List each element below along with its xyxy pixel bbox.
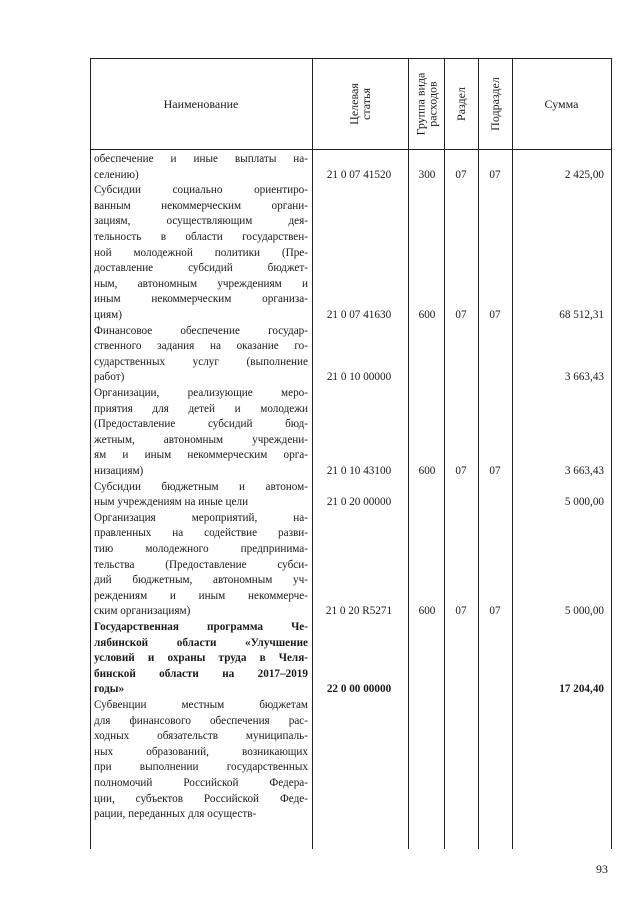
row-code: 21 0 10 43100 <box>326 465 392 477</box>
page-number: 93 <box>596 862 608 876</box>
row-sum: 5 000,00 <box>564 605 604 618</box>
row-name-line: ции, субъектов Российской Феде- <box>94 792 308 805</box>
row-name-line: тию молодежного предпринима- <box>94 542 308 555</box>
header-sum <box>512 59 611 149</box>
row-group: 600 <box>418 309 436 321</box>
row-name-line: ственного задания на оказание го- <box>94 340 308 353</box>
row-name-line: доставление субсидий бюджет- <box>94 262 308 275</box>
row-name <box>94 480 308 511</box>
row-section: 07 <box>455 605 467 618</box>
row-name-line: условий и охраны труда в Челя- <box>94 652 308 665</box>
row-name-line: при выполнении государственных <box>94 761 308 774</box>
row-name-line: Субсидии социально ориентиро- <box>94 184 308 197</box>
row-name-line: ям и иным некоммерческим орга- <box>94 449 308 462</box>
row-name-line: ных образований, возникающих <box>94 745 308 758</box>
row-group: 300 <box>418 168 436 181</box>
row-name-line: тельства (Предоставление субси- <box>94 558 308 571</box>
row-name <box>94 698 308 823</box>
header-group-line2: расходов <box>425 81 439 127</box>
column-divider <box>512 59 513 849</box>
header-group <box>408 59 444 149</box>
row-name-line: сударственных услуг (выполнение <box>94 355 308 368</box>
table-border-right <box>611 59 612 849</box>
column-divider <box>444 59 445 849</box>
row-name-line: Организация мероприятий, на- <box>94 511 308 524</box>
row-name <box>94 324 308 386</box>
header-section-label: Раздел <box>453 87 468 121</box>
row-group: 600 <box>418 605 436 618</box>
row-subsection: 07 <box>489 605 501 618</box>
row-code: 22 0 00 00000 <box>326 683 392 696</box>
row-name-line: селению) <box>94 168 139 181</box>
row-name-line: ной молодежной политики (Пре- <box>94 246 308 259</box>
row-name-line: приятия для детей и молодежи <box>94 402 308 415</box>
column-divider <box>312 59 313 849</box>
header-section <box>444 59 478 149</box>
row-name-line: правленных на содействие разви- <box>94 527 308 540</box>
row-subsection: 07 <box>489 168 501 181</box>
row-code: 21 0 20 00000 <box>326 496 392 509</box>
header-name-label: Наименование <box>163 96 239 111</box>
row-name-line: иным некоммерческим организа- <box>94 293 308 306</box>
row-name <box>94 386 308 480</box>
row-name-line: ходных обязательств муниципаль- <box>94 730 308 743</box>
row-name <box>94 511 308 620</box>
row-name-line: (Предоставление субсидий бюд- <box>94 418 308 431</box>
row-name-line: Субсидии бюджетным и автоном- <box>94 480 308 493</box>
row-name-line: реждениям и иным некоммерче- <box>94 589 308 602</box>
row-name-line: ным, автономным учреждениям и <box>94 277 308 290</box>
row-name-line: бинской области на 2017–2019 <box>94 667 308 680</box>
row-name-line: низациям) <box>94 464 144 477</box>
row-name-line: полномочий Российской Федера- <box>94 776 308 789</box>
header-sum-label: Сумма <box>544 96 579 111</box>
header-name <box>90 59 312 149</box>
row-name <box>94 152 308 183</box>
column-divider <box>408 59 409 849</box>
row-sum: 3 663,43 <box>564 465 604 477</box>
row-subsection: 07 <box>489 309 501 321</box>
row-sum: 17 204,40 <box>559 683 604 696</box>
row-code: 21 0 10 00000 <box>326 371 392 384</box>
row-code: 21 0 07 41630 <box>326 309 392 321</box>
header-group-line1: Группа вида <box>413 72 427 136</box>
row-name-line: рации, переданных для осуществ- <box>94 808 257 821</box>
header-target <box>312 59 408 149</box>
row-name-line: для финансового обеспечения рас- <box>94 714 308 727</box>
row-name-line: обеспечение и иные выплаты на- <box>94 153 308 165</box>
row-name-line: зациям, осуществляющим дея- <box>94 215 308 228</box>
row-subsection: 07 <box>489 465 501 477</box>
row-group: 600 <box>418 465 436 477</box>
row-sum: 5 000,00 <box>564 496 604 509</box>
row-name-line: ским организациям) <box>94 605 191 618</box>
row-sum: 2 425,00 <box>564 168 604 181</box>
header-target-line2: статья <box>358 88 373 120</box>
row-name-line: Государственная программа Че- <box>94 621 308 633</box>
row-name-line: Субвенции местным бюджетам <box>94 699 308 711</box>
row-name-line: лябинской области «Улучшение <box>94 636 308 649</box>
row-section: 07 <box>455 168 467 181</box>
row-name-line: Финансовое обеспечение государ- <box>94 324 308 337</box>
row-name-line: дий бюджетным, автономным уч- <box>94 574 308 587</box>
row-sum: 68 512,31 <box>559 309 604 321</box>
row-name-line: работ) <box>94 371 125 384</box>
row-section: 07 <box>455 309 467 321</box>
header-subsection <box>478 59 512 149</box>
row-name-line: ным учреждениям на иные цели <box>94 496 249 509</box>
column-divider <box>478 59 479 849</box>
header-subsection-label: Подраздел <box>488 77 503 131</box>
row-name-line: жетным, автономным учреждени- <box>94 433 308 446</box>
budget-table <box>90 58 612 849</box>
row-name-line: циям) <box>94 308 122 321</box>
row-code: 21 0 20 R5271 <box>325 605 393 618</box>
row-name <box>94 620 308 698</box>
row-name-line: ванным некоммерческим органи- <box>94 199 308 212</box>
row-name-line: Организации, реализующие меро- <box>94 387 308 399</box>
header-bottom-rule <box>90 149 612 150</box>
row-name-line: годы» <box>94 683 125 696</box>
row-code: 21 0 07 41520 <box>326 168 392 181</box>
table-border-left <box>90 59 91 849</box>
row-section: 07 <box>455 465 467 477</box>
header-target-line1: Целевая <box>346 83 361 125</box>
row-sum: 3 663,43 <box>564 371 604 384</box>
row-name <box>94 183 308 323</box>
row-name-line: тельность в области государствен- <box>94 230 308 243</box>
